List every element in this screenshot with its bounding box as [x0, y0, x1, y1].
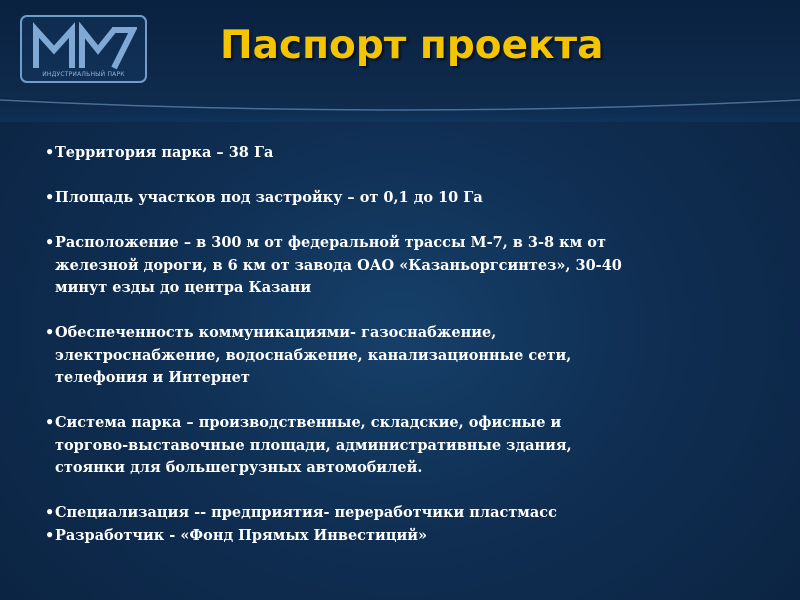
item-text: Обеспеченность коммуникациями- газоснабжение, — [55, 324, 497, 341]
list-item-utilities — [45, 322, 785, 390]
item-text: Специализация -- предприятия- переработчики пластмасс — [55, 504, 557, 521]
header-divider — [0, 96, 800, 122]
bullet-icon: • — [45, 414, 55, 431]
item-text: Площадь участков под застройку – от 0,1 до 10 Га — [55, 189, 483, 206]
bullet-icon: • — [45, 324, 55, 341]
bullet-icon: • — [45, 526, 55, 544]
bullet-icon: • — [45, 504, 55, 521]
bullet-icon: • — [45, 144, 55, 161]
list-item-plot-area — [45, 187, 785, 210]
list-item-park-system — [45, 412, 785, 480]
item-text: Разработчик - «Фонд Прямых Инвестиций» — [55, 526, 428, 544]
item-text: Система парка – производственные, складские, офисные и — [55, 414, 562, 431]
bullet-icon: • — [45, 234, 55, 251]
m7-logo-icon — [32, 22, 137, 72]
item-text: железной дороги, в 6 км от завода ОАО «Казаньоргсинтез», 30-40 — [55, 256, 622, 274]
item-text: телефония и Интернет — [55, 369, 250, 386]
page-title: Паспорт проекта — [220, 23, 604, 68]
item-text: электроснабжение, водоснабжение, канализационные сети, — [55, 346, 572, 364]
item-text: Территория парка – 38 Га — [55, 144, 274, 161]
item-text: торгово-выставочные площади, административные здания, — [55, 436, 572, 454]
item-text: Расположение – в 300 м от федеральной трассы М-7, в 3-8 км от — [55, 234, 606, 251]
list-item-specialization — [45, 502, 785, 525]
list-item-location — [45, 232, 785, 300]
passport-list — [45, 142, 785, 547]
item-text: минут езды до центра Казани — [55, 279, 312, 296]
list-item-territory — [45, 142, 785, 165]
park-logo — [20, 15, 147, 83]
list-item-developer — [45, 525, 785, 548]
bullet-icon: • — [45, 189, 55, 206]
logo-caption: ИНДУСТРИАЛЬНЫЙ ПАРК — [42, 71, 125, 78]
item-text: стоянки для большегрузных автомобилей. — [55, 459, 423, 476]
